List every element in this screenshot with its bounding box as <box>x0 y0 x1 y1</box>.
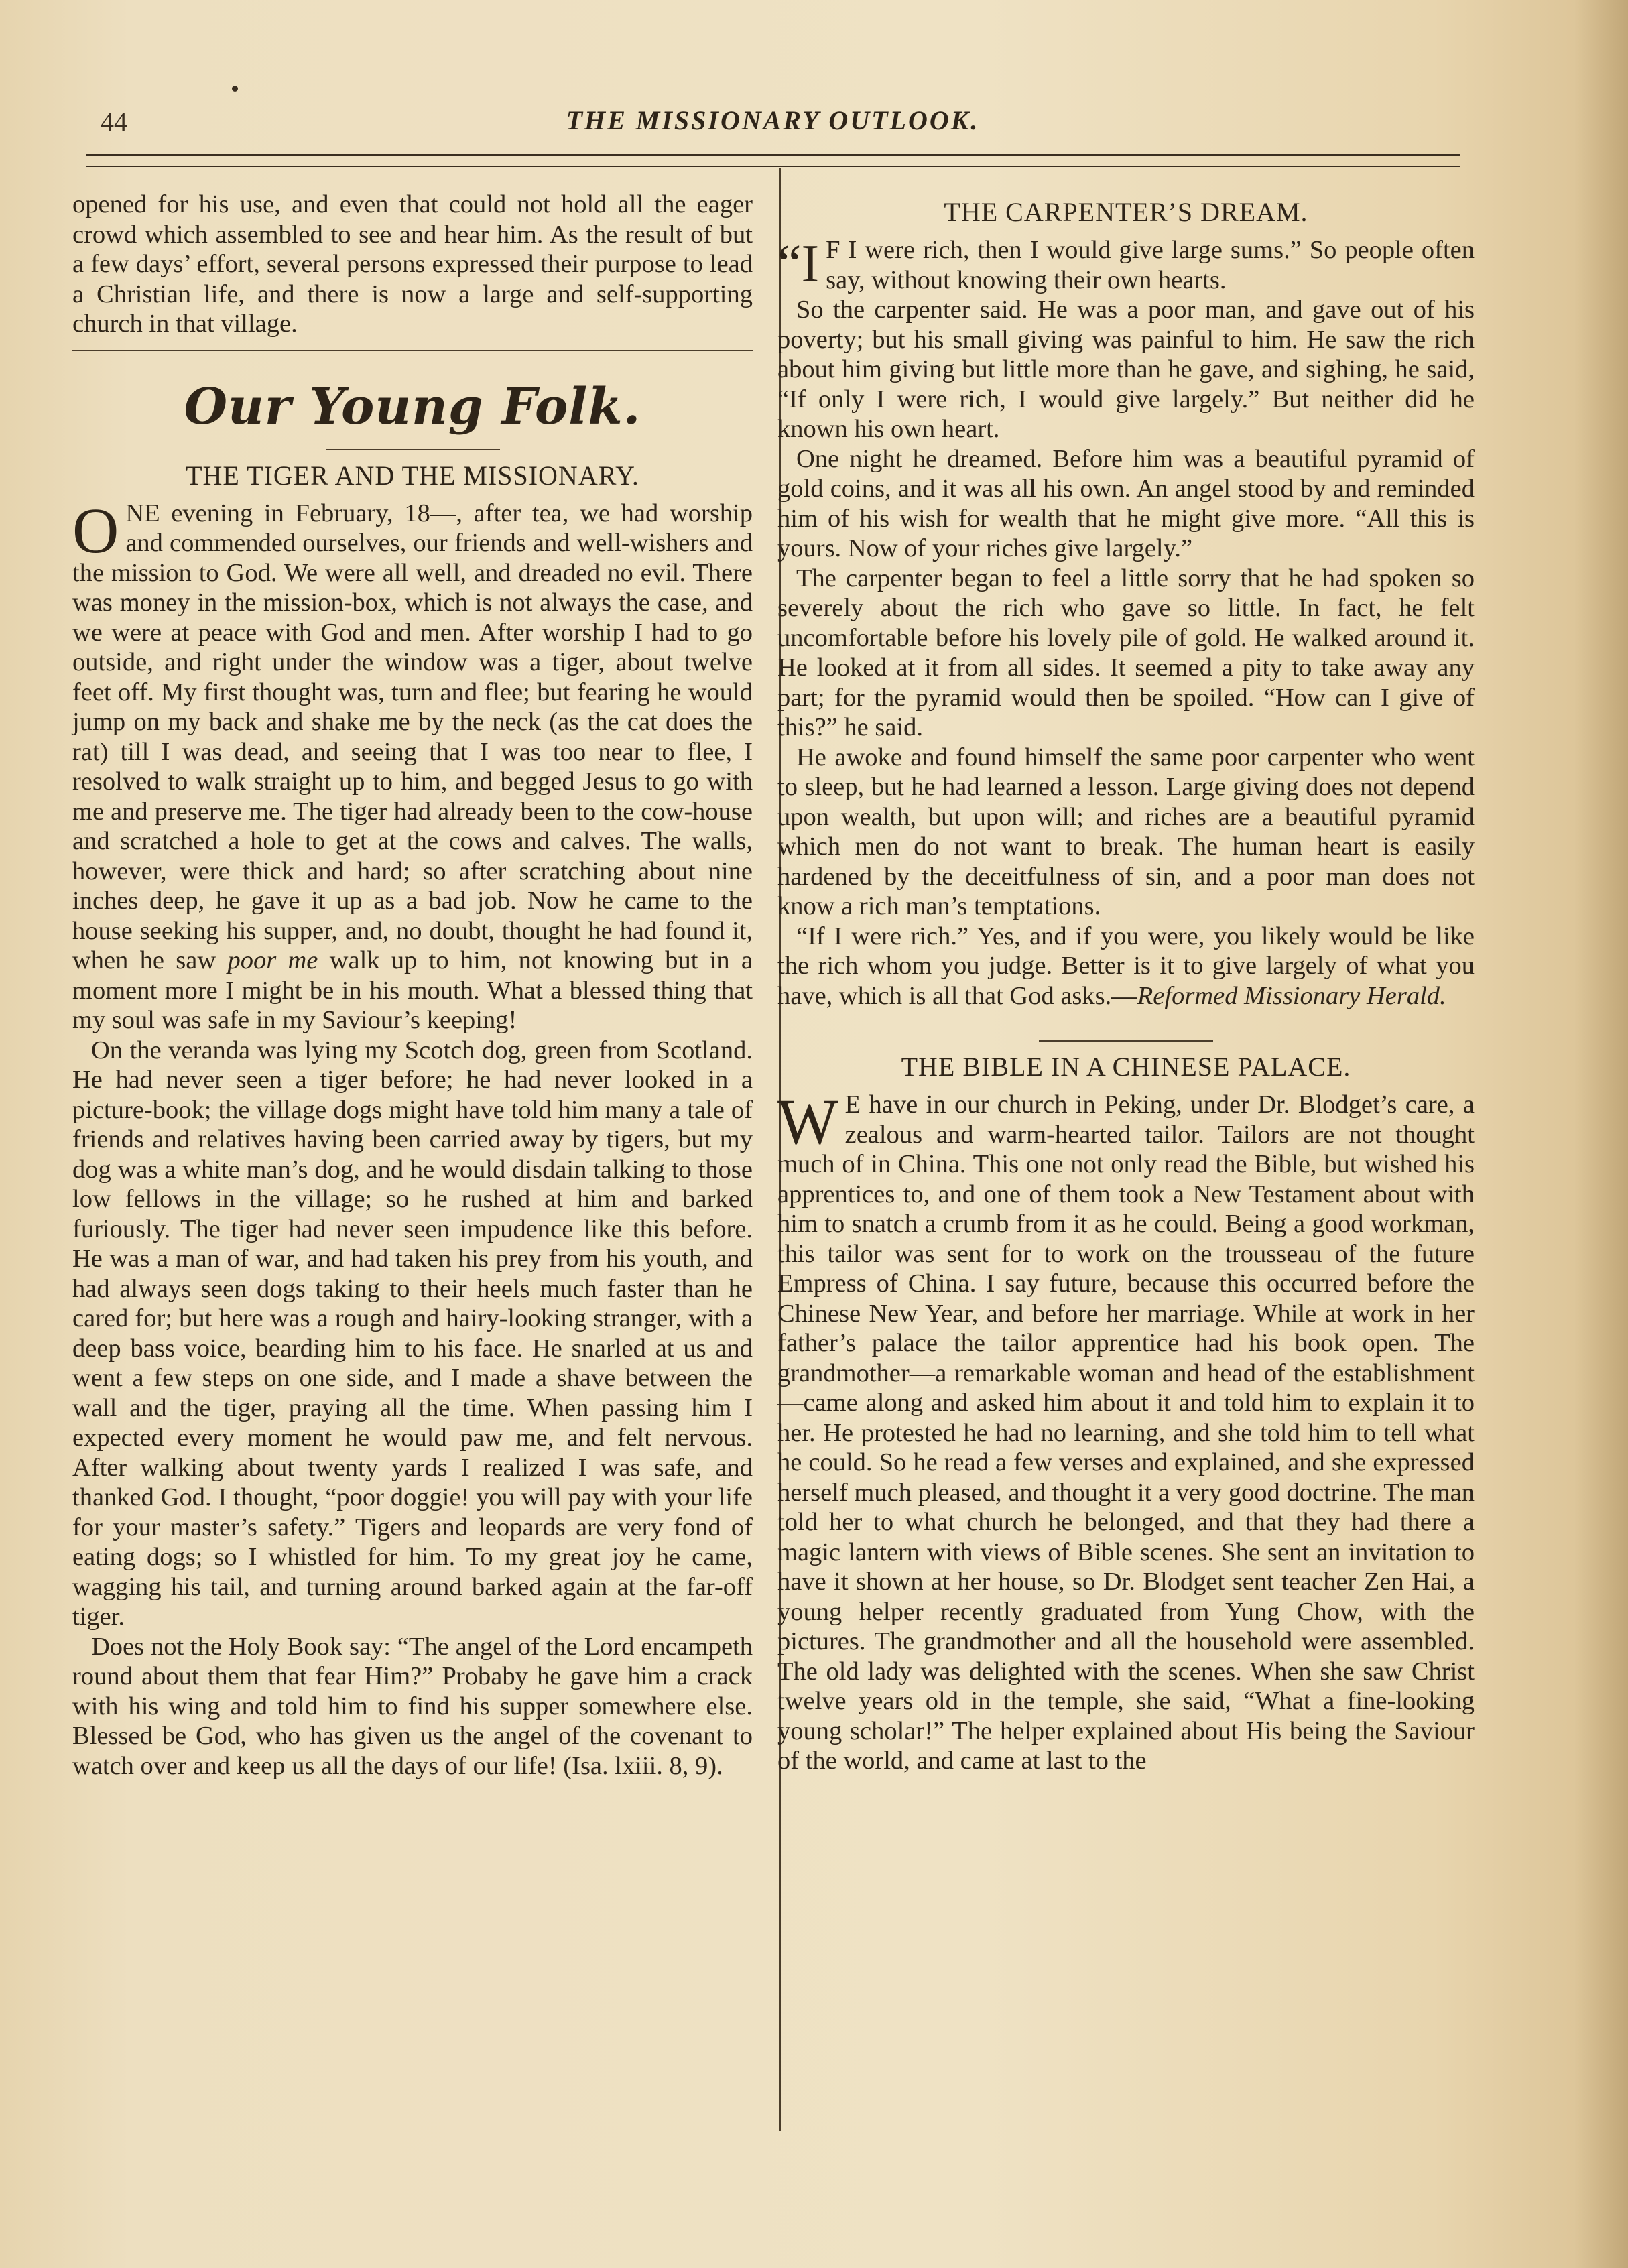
right-column <box>777 190 1475 1776</box>
article-paragraph <box>777 1086 1475 1776</box>
drop-cap: O <box>72 494 119 566</box>
continued-paragraph: opened for his use, and even that could not hold all the eager crowd which assembled to see and hear him. As the result of but a few days’ effort, several persons expressed their purpose to lead a Christian life, and there is now a large and self-supporting church in that village. <box>72 190 753 338</box>
drop-cap: “I <box>777 235 820 294</box>
paragraph-text: F I were rich, then I would give large sums.” So people often say, without knowing their own hearts. <box>826 236 1475 294</box>
running-title: THE MISSIONARY OUTLOOK. <box>566 105 980 135</box>
header-rule <box>86 154 1460 167</box>
article-paragraph: Does not the Holy Book say: “The angel of the Lord encampeth round about them that fear Him?” Probaby he gave him a crack with his wing and told him to find his supper somewhere else. Blessed be God, who has given us the angel of the covenant to watch over and keep us all the days of our life! (Isa. lxiii. 8, 9). <box>72 1632 753 1780</box>
page-header <box>86 101 1460 141</box>
paragraph-text: walk up to him, not knowing but in a moment more I might be in his mouth. What a blessed thing that my soul was safe in my Saviour’s keeping! <box>72 946 753 1034</box>
article-paragraph <box>72 494 753 1035</box>
italic-phrase: poor me <box>227 946 318 974</box>
section-rule <box>72 350 753 351</box>
article-paragraph: The carpenter began to feel a little sorry that he had spoken so severely about the rich who gave so little. In fact, he felt uncomfortable before his lovely pile of gold. He walked around it. He looked at it from all sides. It seemed a pity to take away any part; for the pyramid would then be spoiled. “How can I give of this?” he said. <box>777 564 1475 741</box>
article-paragraph <box>777 922 1475 1011</box>
article-paragraph: He awoke and found himself the same poor carpenter who went to sleep, but he had learned a lesson. Large giving does not depend upon wealth, but upon will; and riches are a beautiful pyramid which men do not want to break. The human heart is easily hardened by the deceitfulness of sin, and a poor man does not know a rich man’s temptations. <box>777 743 1475 920</box>
article-paragraph: On the veranda was lying my Scotch dog, green from Scotland. He had never seen a tiger before; he had never looked in a picture-book; the village dogs might have told him many a tale of friends and relatives having been carried away by tigers, but my dog was a white man’s dog, and he would disdain talking to those low fellows in the village; so he rushed at him and barked furiously. The tiger had never seen impudence like this before. He was a man of war, and had taken his prey from his youth, and had always seen dogs taking to their heels much faster than he cared for; but here was a rough and hairy-looking stranger, with a deep bass voice, bearding him to his face. He snarled at us and went a few steps on one side, and I made a shave between the wall and the tiger, praying all the time. When passing him I expected every moment he would paw me, and felt nervous. After walking about twenty yards I realized I was safe, and thanked God. I thought, “poor doggie! you will pay with your life for your master’s safety.” Tigers and leopards are very fond of eating dogs; so I whistled for him. To my great joy he came, wagging his tail, and turning around barked again at the far-off tiger. <box>72 1035 753 1631</box>
page-number: 44 <box>101 107 127 137</box>
article-title: THE TIGER AND THE MISSIONARY. <box>186 460 639 491</box>
article-paragraph: One night he dreamed. Before him was a beautiful pyramid of gold coins, and it was all his own. An angel stood by and reminded him of his wish for wealth that he might give more. “All this is yours. Now of your riches give largely.” <box>777 444 1475 562</box>
paragraph-text: “If I were rich.” Yes, and if you were, you likely would be like the rich whom you judge. Better is it to give largely of what you have, which is all that God asks.— <box>777 922 1475 1010</box>
section-title: Our Young Folk. <box>184 377 641 436</box>
source-citation: Reformed Missionary Herald. <box>1137 981 1446 1010</box>
article-title: THE CARPENTER’S DREAM. <box>944 197 1308 227</box>
title-rule <box>326 449 500 450</box>
article-paragraph <box>777 235 1475 295</box>
article-title: THE BIBLE IN A CHINESE PALACE. <box>901 1052 1351 1082</box>
ink-speck <box>232 86 238 92</box>
drop-cap: W <box>777 1086 838 1157</box>
article-paragraph: So the carpenter said. He was a poor man, and gave out of his poverty; but his small giving was painful to him. He saw the rich about him giving but little more than he gave, and sighing, he said, “If only I were rich, I would give largely.” But neither did he known his own heart. <box>777 296 1475 443</box>
paragraph-text: NE evening in February, 18—, after tea, we had worship and commended ourselves, our friends and well-wishers and the mission to God. We were all well, and dreaded no evil. There was money in the mission-box, which is not always the case, and we were at peace with God and men. After worship I had to go outside, and right under the window was a tiger, about twelve feet off. My first thought was, turn and flee; but fearing he would jump on my back and shake me by the neck (as the cat does the rat) till I was dead, and seeing that I was too near to flee, I resolved to walk straight up to him, and begged Jesus to go with me and preserve me. The tiger had already been to the cow-house and scratched a hole to get at the cows and calves. The walls, however, were thick and hard; so after scratching about nine inches deep, he gave it up as a bad job. Now he came to the house seeking his supper, and, no doubt, thought he had found it, when he saw <box>72 499 753 974</box>
page-edge-shadow <box>1574 0 1628 2268</box>
paragraph-text: E have in our church in Peking, under Dr. Blodget’s care, a zealous and warm-hearted tailor. Tailors are not thought much of in China. This one not only read the Bible, but wished his apprentices to, and one of them took a New Testament about with him to snatch a crumb from it as he could. Being a good workman, this tailor was sent for to work on the trousseau of the future Empress of China. I say future, because this occurred before the Chinese New Year, and before her marriage. While at work in her father’s palace the tailor apprentice had his book open. The grandmother—a remarkable woman and head of the establishment—came along and asked him about it and told him to explain it to her. He protested he had no learning, and she told him to tell what he could. So he read a few verses and explained, and she expressed herself much pleased, and thought it a very good doctrine. The man told her to what church he belonged, and that they had there a magic lantern with views of Bible scenes. She sent an invitation to have it shown at her house, so Dr. Blodget sent teacher Zen Hai, a young helper recently graduated from Yung Chow, with the pictures. The grandmother and all the household were assembled. The old lady was delighted with the scenes. When she saw Christ twelve years old in the temple, she said, “What a fine-looking young scholar!” The helper explained about His being the Saviour of the world, and came at last to the <box>777 1090 1475 1775</box>
left-column <box>72 190 753 1781</box>
article-rule <box>1039 1040 1213 1042</box>
